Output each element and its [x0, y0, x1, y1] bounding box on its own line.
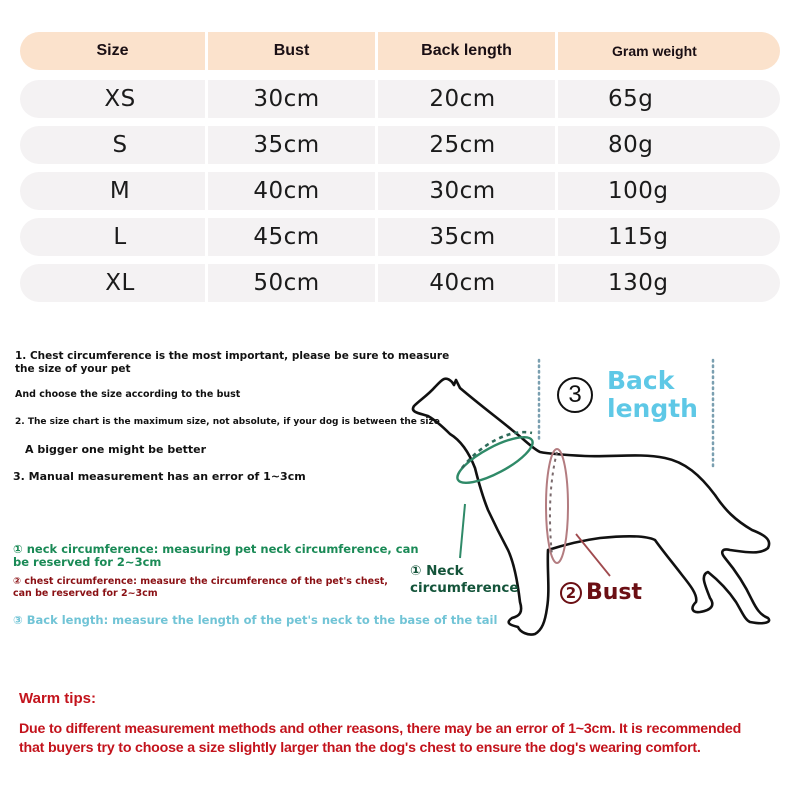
bust-label-text: Bust [586, 580, 643, 605]
table-row [20, 80, 780, 118]
cell-bust: 45cm [208, 218, 378, 256]
cell-back-length: 40cm [378, 264, 558, 302]
cell-back-length: 30cm [378, 172, 558, 210]
cell-bust: 40cm [208, 172, 378, 210]
header-gram-weight: Gram weight [612, 43, 697, 59]
back-length-label-line: length [607, 394, 698, 423]
dog-measurement-diagram [400, 340, 800, 640]
legend-chest [13, 576, 388, 599]
cell-bust: 35cm [208, 126, 378, 164]
cell-bust: 50cm [208, 264, 378, 302]
legend-back-length: ③ Back length: measure the length of the pet's neck to the base of the tail [13, 613, 498, 627]
note-bigger-better: A bigger one might be better [25, 443, 207, 456]
cell-back-length: 20cm [378, 80, 558, 118]
note-line: 1. Chest circumference is the most important, please be sure to measure [15, 350, 450, 362]
bust-label [560, 580, 642, 605]
cell-size: M [20, 172, 208, 210]
table-header-row [20, 32, 780, 70]
legend-chest-line: ② chest circumference: measure the circumference of the pet's chest, [13, 576, 388, 587]
cell-size: L [20, 218, 208, 256]
back-length-label-line: Back [607, 366, 675, 395]
bust-number-badge: 2 [560, 582, 582, 604]
back-length-label [607, 367, 698, 423]
legend-chest-line: can be reserved for 2~3cm [13, 587, 158, 599]
note-line: the size of your pet [15, 363, 131, 375]
back-length-number-badge: 3 [557, 377, 593, 413]
warm-tips-title: Warm tips: [19, 690, 96, 707]
neck-label-line: circumference [410, 580, 519, 596]
note-max-size: 2. The size chart is the maximum size, not absolute, if your dog is between the size [15, 417, 440, 427]
header-back-length: Back length [378, 32, 558, 70]
cell-gram-weight: 115g [608, 224, 669, 250]
legend-neck-line: ① neck circumference: measuring pet neck circumference, can [13, 542, 419, 556]
cell-gram-weight: 80g [608, 132, 654, 158]
cell-back-length: 25cm [378, 126, 558, 164]
cell-gram-weight: 130g [608, 270, 669, 296]
cell-back-length: 35cm [378, 218, 558, 256]
header-size: Size [20, 32, 208, 70]
table-row [20, 172, 780, 210]
warm-tips-body: Due to different measurement methods and other reasons, there may be an error of 1~3cm. It is recommended that buyers try to choose a size slightly larger than the dog's chest to ensure the dog's wearing comfort. [19, 721, 742, 756]
cell-gram-weight: 65g [608, 86, 654, 112]
note-choose-by-bust: And choose the size according to the bust [15, 389, 241, 400]
neck-label-line: ① Neck [410, 563, 464, 579]
legend-neck [13, 543, 419, 569]
header-bust: Bust [208, 32, 378, 70]
cell-gram-weight: 100g [608, 178, 669, 204]
table-row [20, 126, 780, 164]
cell-bust: 30cm [208, 80, 378, 118]
table-row [20, 218, 780, 256]
note-measurement-error: 3. Manual measurement has an error of 1~3cm [13, 470, 306, 483]
table-row [20, 264, 780, 302]
cell-size: S [20, 126, 208, 164]
legend-neck-line: be reserved for 2~3cm [13, 555, 162, 569]
cell-size: XS [20, 80, 208, 118]
note-chest-important [15, 350, 449, 376]
cell-size: XL [20, 264, 208, 302]
neck-circumference-label [410, 563, 519, 597]
